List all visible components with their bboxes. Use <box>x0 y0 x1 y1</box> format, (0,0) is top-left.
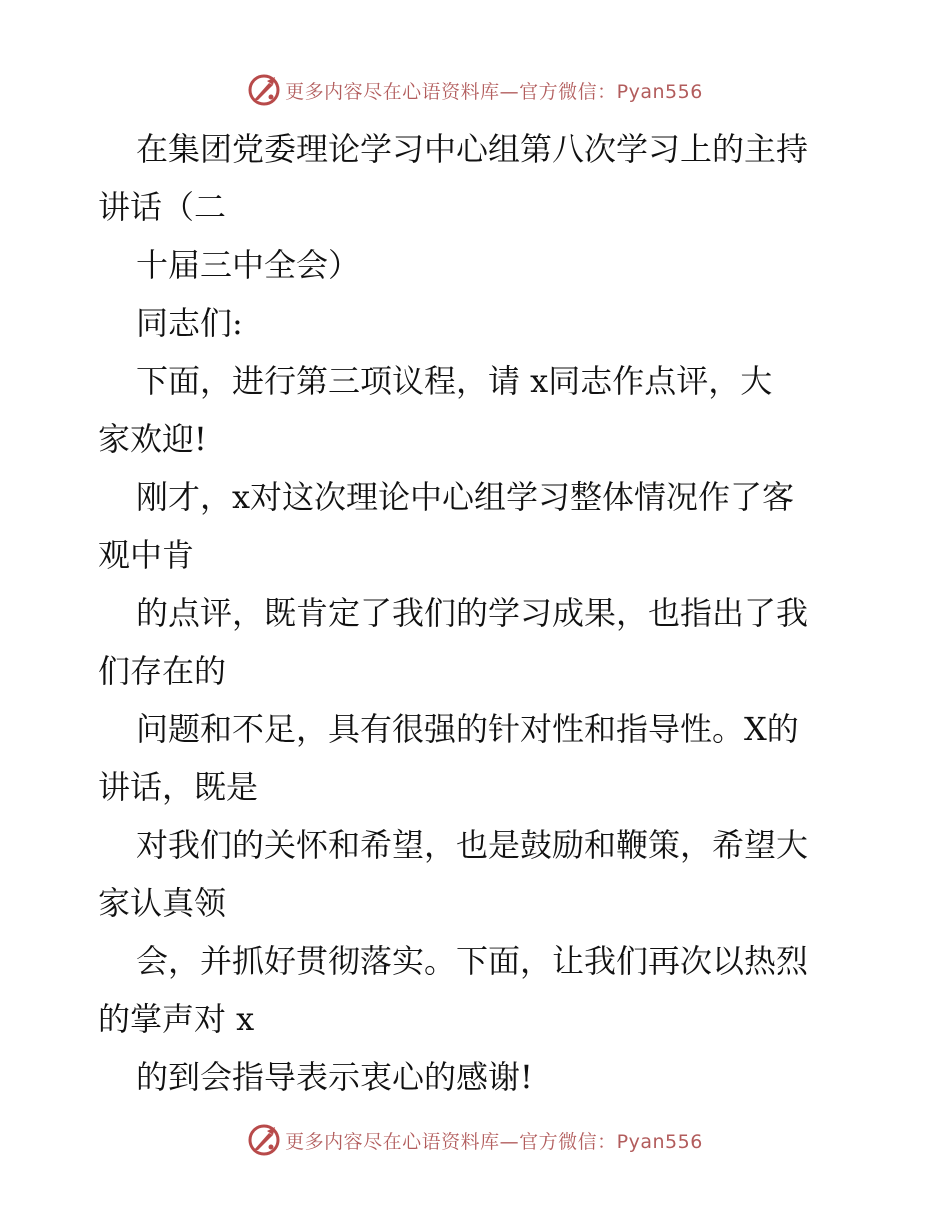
text-line: 的掌声对 x <box>98 1000 255 1038</box>
text-line: 们存在的 <box>98 652 227 690</box>
header-watermark <box>0 70 950 110</box>
text-line: 十届三中全会） <box>136 246 361 284</box>
text-line: 刚才，x对这次理论中心组学习整体情况作了客 <box>136 478 795 516</box>
footer-watermark <box>0 1120 950 1160</box>
text-line: 下面，进行第三项议程，请 x同志作点评，大 <box>136 362 773 400</box>
document-body <box>98 120 858 1106</box>
text-line: 在集团党委理论学习中心组第八次学习上的主持 <box>136 130 809 168</box>
text-line: 家认真领 <box>98 884 227 922</box>
quill-logo-icon <box>247 1123 281 1157</box>
watermark-text: 更多内容尽在心语资料库—官方微信：Pyan556 <box>285 1130 703 1153</box>
text-line: 对我们的关怀和希望，也是鼓励和鞭策，希望大 <box>136 826 809 864</box>
text-line: 家欢迎! <box>98 420 207 458</box>
text-line: 讲话（二 <box>98 188 227 226</box>
text-line: 同志们: <box>136 304 243 342</box>
text-line: 问题和不足，具有很强的针对性和指导性。X的 <box>136 710 799 748</box>
text-line: 的到会指导表示衷心的感谢! <box>136 1058 533 1096</box>
quill-logo-icon <box>247 73 281 107</box>
text-line: 讲话，既是 <box>98 768 259 806</box>
text-line: 会，并抓好贯彻落实。下面，让我们再次以热烈 <box>136 942 809 980</box>
watermark-text: 更多内容尽在心语资料库—官方微信：Pyan556 <box>285 80 703 103</box>
text-line: 的点评，既肯定了我们的学习成果，也指出了我 <box>136 594 809 632</box>
text-line: 观中肯 <box>98 536 195 574</box>
